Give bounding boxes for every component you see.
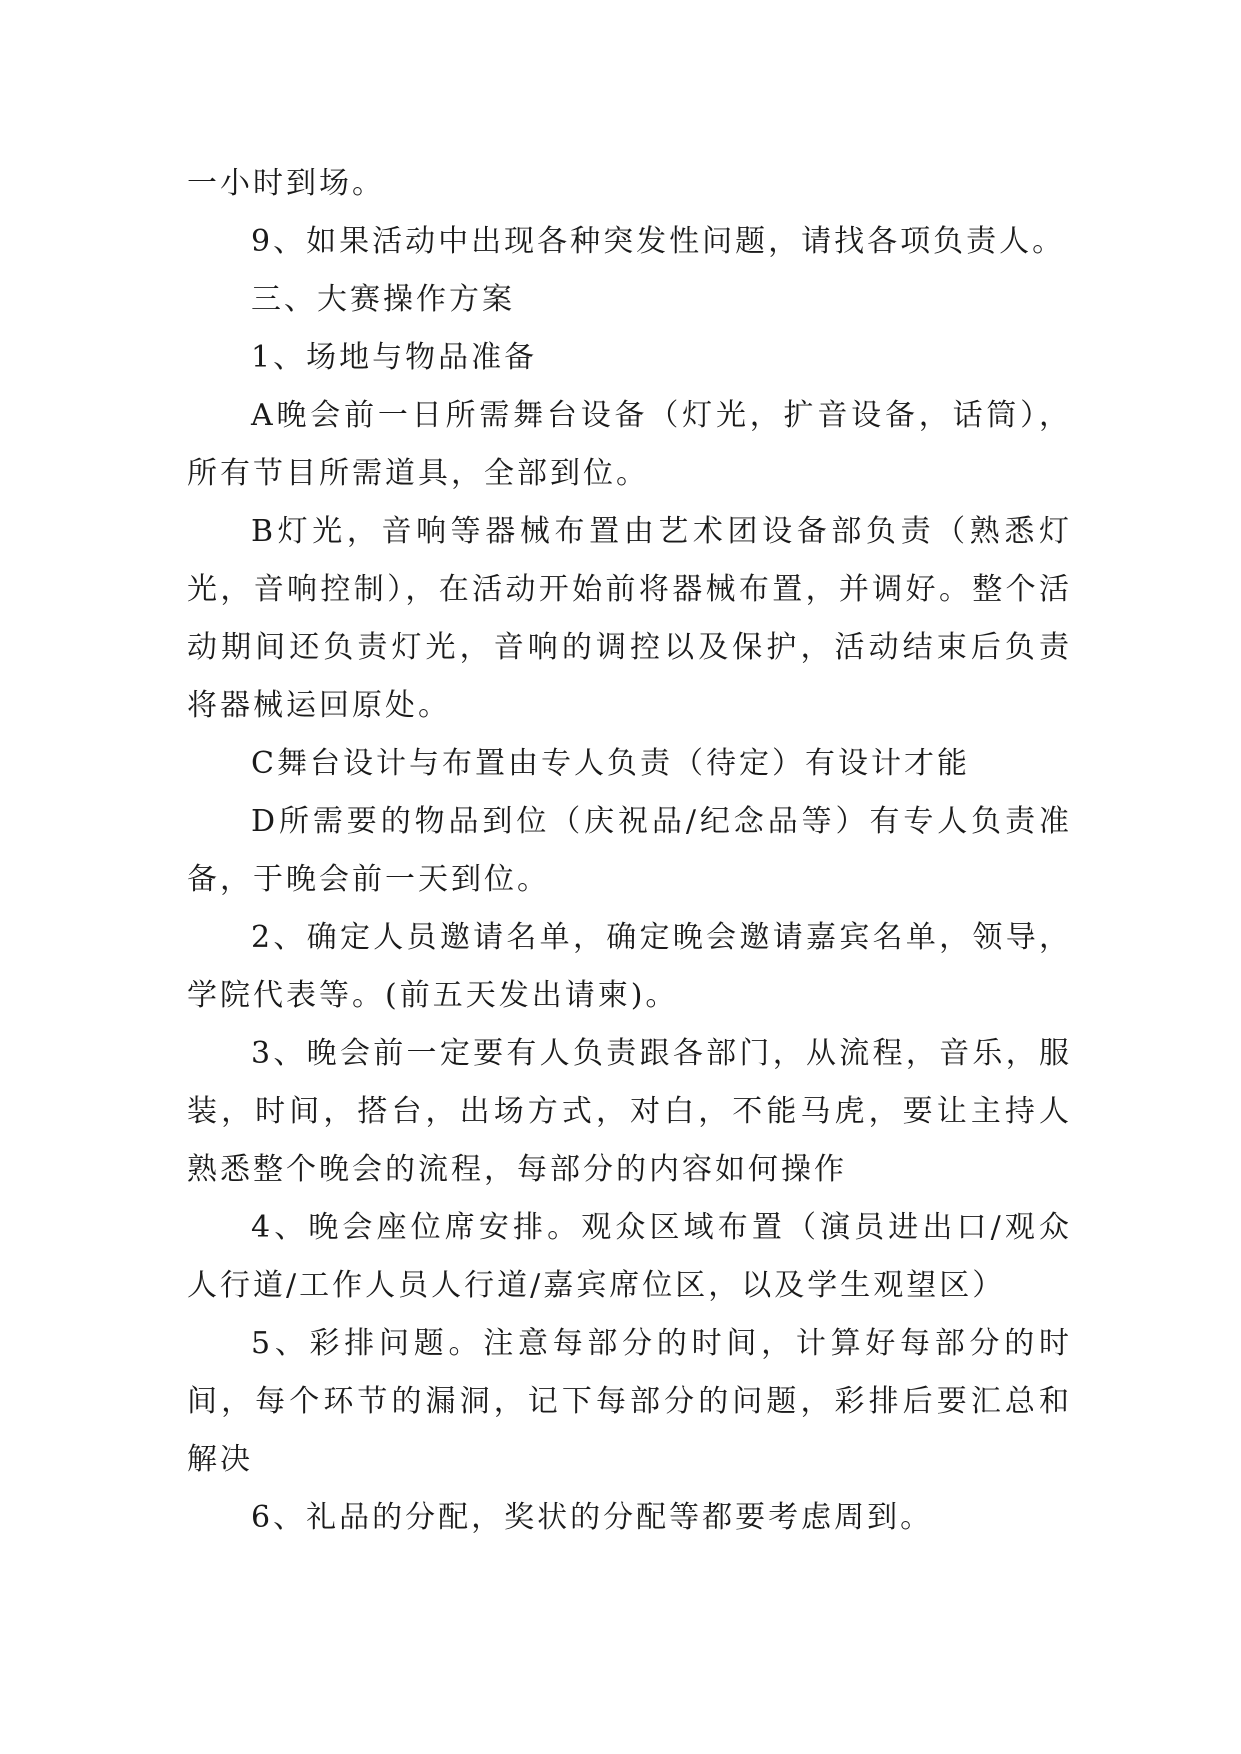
paragraph-continuation: 一小时到场。	[187, 166, 385, 201]
paragraph-item-3: 3、晚会前一定要有人负责跟各部门，从流程，音乐，服装，时间，搭台，出场方式，对白，不能马虎，要让主持人熟悉整个晚会的流程，每部分的内容如何操作	[187, 1036, 1072, 1187]
paragraph-item-4: 4、晚会座位席安排。观众区域布置（演员进出口/观众人行道/工作人员人行道/嘉宾席位区，以及学生观望区）	[187, 1210, 1072, 1303]
subsection-heading-1: 1、场地与物品准备	[251, 340, 538, 375]
paragraph-item-c: C舞台设计与布置由专人负责（待定）有设计才能	[251, 746, 970, 781]
paragraph-item-5: 5、彩排问题。注意每部分的时间，计算好每部分的时间，每个环节的漏洞，记下每部分的问题，彩排后要汇总和解决	[187, 1326, 1072, 1477]
section-heading-3: 三、大赛操作方案	[251, 282, 515, 317]
paragraph-item-d: D所需要的物品到位（庆祝品/纪念品等）有专人负责准备，于晚会前一天到位。	[187, 804, 1072, 897]
paragraph-item-9: 9、如果活动中出现各种突发性问题，请找各项负责人。	[251, 224, 1066, 259]
paragraph-item-6: 6、礼品的分配，奖状的分配等都要考虑周到。	[251, 1500, 934, 1535]
paragraph-item-b: B灯光，音响等器械布置由艺术团设备部负责（熟悉灯光，音响控制），在活动开始前将器械布置，并调好。整个活动期间还负责灯光，音响的调控以及保护，活动结束后负责将器械运回原处。	[187, 514, 1072, 723]
paragraph-item-2: 2、确定人员邀请名单，确定晚会邀请嘉宾名单，领导，学院代表等。(前五天发出请柬)。	[187, 920, 1072, 1013]
paragraph-item-a: A晚会前一日所需舞台设备（灯光，扩音设备，话筒），所有节目所需道具，全部到位。	[187, 398, 1072, 491]
document-body	[187, 155, 1072, 1547]
